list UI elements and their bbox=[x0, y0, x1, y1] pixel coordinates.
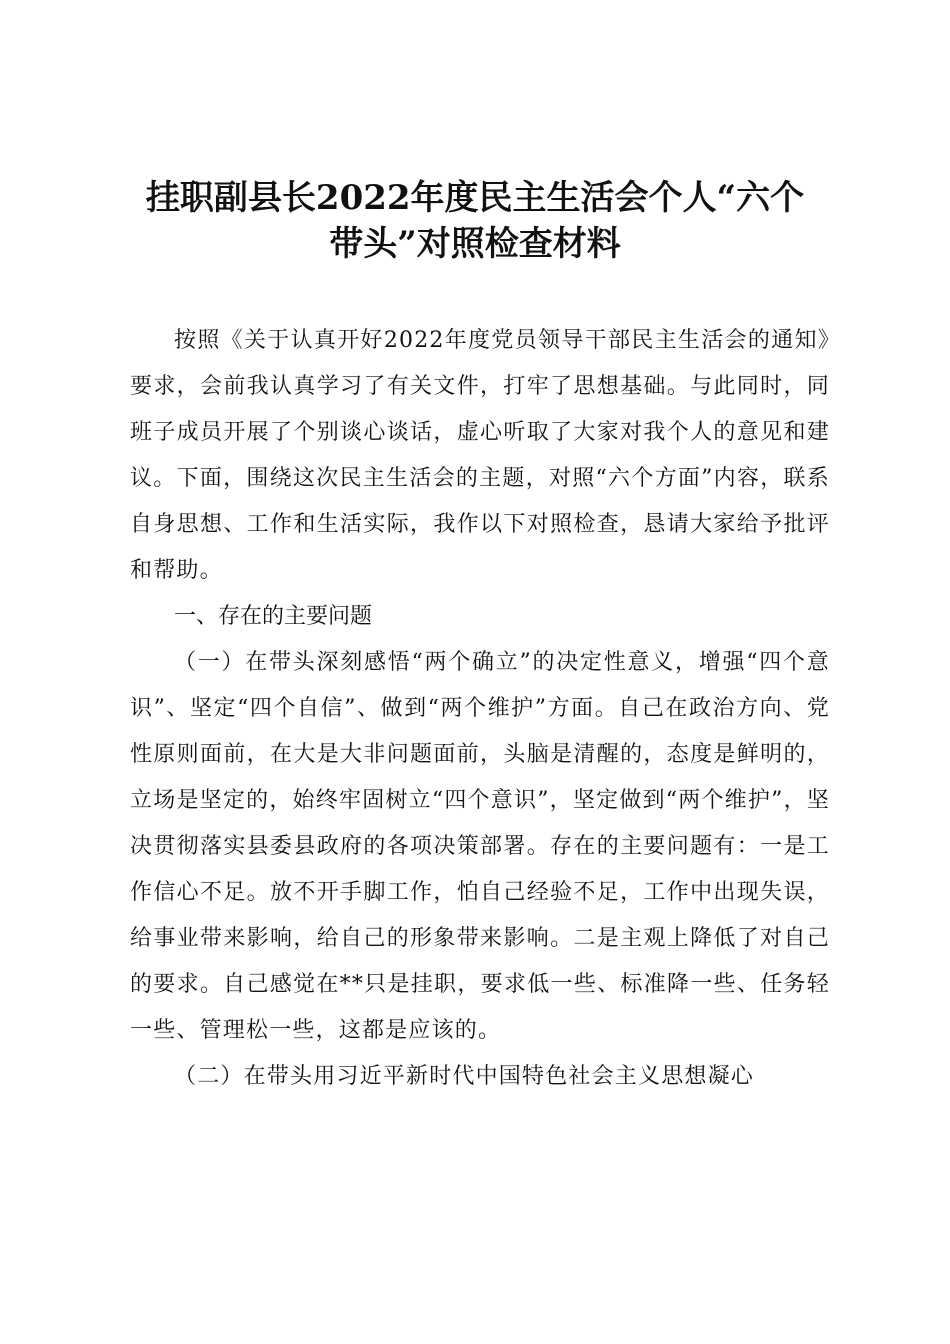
section-heading-1: 一、存在的主要问题 bbox=[174, 604, 373, 629]
item-paragraph-1: （一）在带头深刻感悟“两个确立”的决定性意义，增强“四个意识”、坚定“四个自信”、做到“两个维护”方面。自己在政治方向、党性原则面前，在大是大非问题面前，头脑是清醒的，态度是鲜明的，立场是坚定的，始终牢固树立“四个意识”，坚定做到“两个维护”，坚决贯彻落实县委县政府的各项决策部署。存在的主要问题有：一是工作信心不足。放不开手脚工作，怕自己经验不足，工作中出现失误，给事业带来影响，给自己的形象带来影响。二是主观上降低了对自己的要求。自己感觉在**只是挂职，要求低一些、标准降一些、任务轻一些、管理松一些，这都是应该的。 bbox=[130, 650, 830, 1043]
intro-paragraph: 按照《关于认真开好2022年度党员领导干部民主生活会的通知》要求，会前我认真学习了有关文件，打牢了思想基础。与此同时，同班子成员开展了个别谈心谈话，虚心听取了大家对我个人的意见和建议。下面，围绕这次民主生活会的主题，对照“六个方面”内容，联系自身思想、工作和生活实际，我作以下对照检查，恳请大家给予批评和帮助。 bbox=[130, 328, 830, 583]
item-paragraph-2: （二）在带头用习近平新时代中国特色社会主义思想凝心 bbox=[174, 1064, 755, 1089]
document-title-line-1: 挂职副县长2022年度民主生活会个人“六个 bbox=[145, 178, 805, 218]
document-title-line-2: 带头”对照检查材料 bbox=[329, 224, 621, 264]
document-body bbox=[130, 318, 830, 1100]
